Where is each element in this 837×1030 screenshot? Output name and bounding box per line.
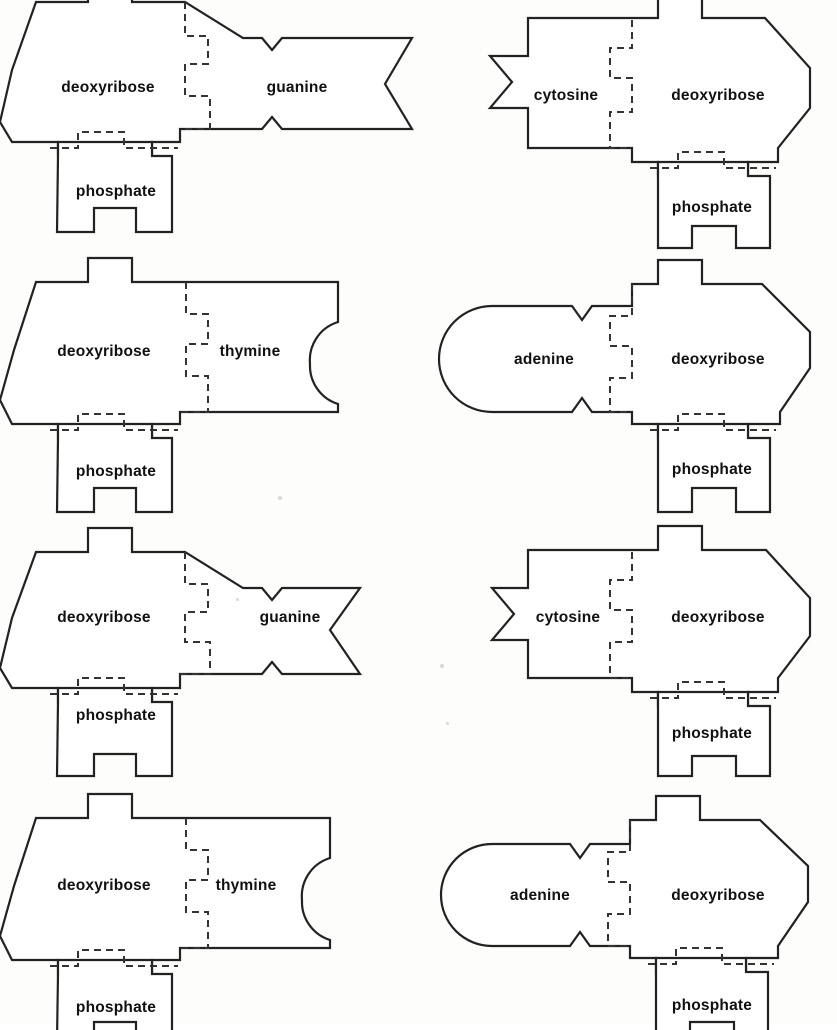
label-base-guanine: guanine [266,79,328,97]
label-base-cytosine: cytosine [535,609,601,627]
nucleotide-piece-8[interactable] [430,790,830,1030]
nucleotide-piece-7[interactable] [0,790,350,1030]
label-base-thymine: thymine [219,343,281,361]
nucleotide-piece-3[interactable] [0,264,360,514]
nucleotide-piece-6[interactable] [490,530,837,776]
label-deoxyribose: deoxyribose [671,351,765,369]
label-deoxyribose: deoxyribose [57,343,151,361]
label-base-cytosine: cytosine [533,87,599,105]
label-deoxyribose: deoxyribose [671,609,765,627]
label-phosphate: phosphate [671,199,753,217]
label-base-guanine: guanine [259,609,321,627]
label-phosphate: phosphate [75,183,157,201]
nucleotide-piece-1[interactable] [0,0,420,246]
label-phosphate: phosphate [671,461,753,479]
label-phosphate: phosphate [671,725,753,743]
scan-speck [236,598,239,601]
label-base-thymine: thymine [215,877,277,895]
label-deoxyribose: deoxyribose [57,877,151,895]
nucleotide-piece-5[interactable] [0,526,420,776]
label-deoxyribose: deoxyribose [671,887,765,905]
scan-speck [446,722,449,725]
label-base-adenine: adenine [510,887,570,905]
nucleotide-piece-4[interactable] [440,264,837,514]
label-deoxyribose: deoxyribose [57,609,151,627]
label-phosphate: phosphate [75,999,157,1017]
label-phosphate: phosphate [671,997,753,1015]
label-phosphate: phosphate [75,463,157,481]
label-base-adenine: adenine [514,351,574,369]
label-deoxyribose: deoxyribose [671,87,765,105]
scan-speck [440,664,444,668]
label-deoxyribose: deoxyribose [61,79,155,97]
nucleotide-piece-2[interactable] [480,8,837,254]
scan-speck [278,496,282,500]
label-phosphate: phosphate [75,707,157,725]
